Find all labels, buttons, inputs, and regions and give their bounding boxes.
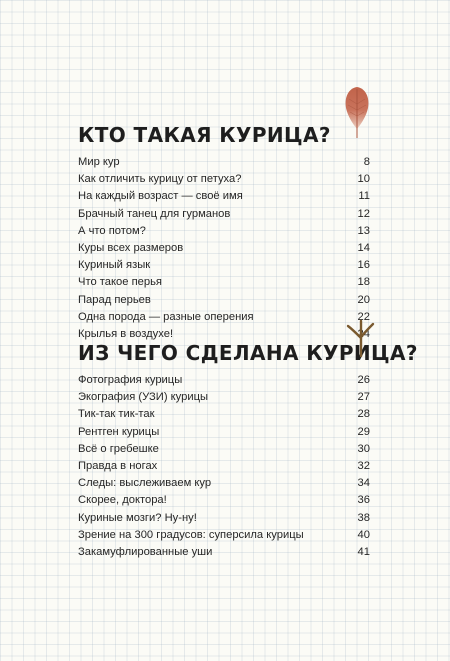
toc-entry[interactable] <box>78 458 370 475</box>
toc-entry-title: Зрение на 300 градусов: суперсила курицы <box>78 528 304 541</box>
toc-entry-title: Экография (УЗИ) курицы <box>78 391 209 404</box>
toc-entry[interactable] <box>78 475 370 492</box>
toc-entry-title: Скорее, доктора! <box>78 494 167 507</box>
toc-entry-title: Крылья в воздухе! <box>78 327 174 340</box>
toc-entry-page: 36 <box>357 494 370 507</box>
toc-entry-title: Тик-так тик-так <box>78 408 155 421</box>
toc-entry[interactable] <box>78 406 370 423</box>
toc-entry-page: 8 <box>363 156 370 168</box>
toc-entry[interactable] <box>78 544 370 561</box>
toc-entry[interactable] <box>78 292 370 309</box>
toc-entry[interactable] <box>78 309 370 326</box>
section-heading: КТО ТАКАЯ КУРИЦА? <box>78 123 331 147</box>
toc-entry[interactable] <box>78 492 370 509</box>
section-heading: ИЗ ЧЕГО СДЕЛАНА КУРИЦА? <box>78 341 418 365</box>
toc-section-what-chicken-made-of <box>78 340 418 561</box>
toc-entry-page: 20 <box>357 293 370 306</box>
toc-entry-title: Фотография курицы <box>78 374 183 386</box>
feather-icon <box>340 84 374 140</box>
toc-section-who-is-chicken <box>78 122 370 343</box>
toc-entry[interactable] <box>78 188 370 205</box>
toc-entry-title: Парад перьев <box>78 293 151 306</box>
toc-entry[interactable] <box>78 372 370 389</box>
toc-entry-page: 10 <box>357 173 370 186</box>
toc-entry-page: 16 <box>357 259 370 272</box>
toc-entry-page: 13 <box>357 224 370 237</box>
toc-entry-page: 11 <box>358 190 370 203</box>
toc-entry-page: 26 <box>357 374 370 386</box>
toc-entry-page: 18 <box>357 276 370 289</box>
toc-entry-title: Всё о гребешке <box>78 442 159 455</box>
toc-entry-page: 38 <box>357 511 370 524</box>
toc-entry[interactable] <box>78 154 370 171</box>
toc-entry[interactable] <box>78 206 370 223</box>
toc-entry-page: 29 <box>357 425 370 438</box>
chicken-footprint-icon <box>343 318 377 358</box>
toc-entry-page: 34 <box>357 477 370 490</box>
toc-list <box>78 154 370 343</box>
toc-entry-page: 14 <box>357 241 370 254</box>
toc-list <box>78 372 370 561</box>
toc-entry[interactable] <box>78 527 370 544</box>
toc-entry-title: Как отличить курицу от петуха? <box>78 173 242 186</box>
toc-entry-title: Что такое перья <box>78 276 162 289</box>
toc-entry-page: 40 <box>357 528 370 541</box>
toc-entry[interactable] <box>78 424 370 441</box>
toc-entry-title: Куриный язык <box>78 259 151 272</box>
toc-entry[interactable] <box>78 274 370 291</box>
toc-entry-page: 28 <box>357 408 370 421</box>
toc-entry[interactable] <box>78 257 370 274</box>
toc-entry[interactable] <box>78 223 370 240</box>
toc-entry-title: Одна порода — разные оперения <box>78 310 254 323</box>
toc-entry-page: 24 <box>357 327 370 340</box>
toc-entry[interactable] <box>78 510 370 527</box>
toc-entry[interactable] <box>78 171 370 188</box>
toc-entry-page: 32 <box>357 459 370 472</box>
toc-entry-title: А что потом? <box>78 224 146 237</box>
toc-entry-page: 22 <box>357 310 370 323</box>
toc-entry[interactable] <box>78 240 370 257</box>
toc-entry-page: 12 <box>357 207 370 220</box>
toc-entry-title: Рентген курицы <box>78 425 160 438</box>
toc-entry-title: Правда в ногах <box>78 459 158 472</box>
toc-entry-title: Мир кур <box>78 156 120 168</box>
toc-entry[interactable] <box>78 441 370 458</box>
toc-entry-page: 41 <box>357 545 370 558</box>
toc-entry-title: Закамуфлированные уши <box>78 545 213 558</box>
toc-entry-page: 27 <box>357 391 370 404</box>
toc-entry-title: Брачный танец для гурманов <box>78 207 231 220</box>
toc-entry[interactable] <box>78 389 370 406</box>
toc-entry-title: Куриные мозги? Ну-ну! <box>78 511 197 524</box>
toc-entry-title: Следы: выслеживаем кур <box>78 477 212 490</box>
toc-entry-page: 30 <box>357 442 370 455</box>
toc-entry-title: Куры всех размеров <box>78 241 184 254</box>
toc-entry-title: На каждый возраст — своё имя <box>78 190 243 203</box>
